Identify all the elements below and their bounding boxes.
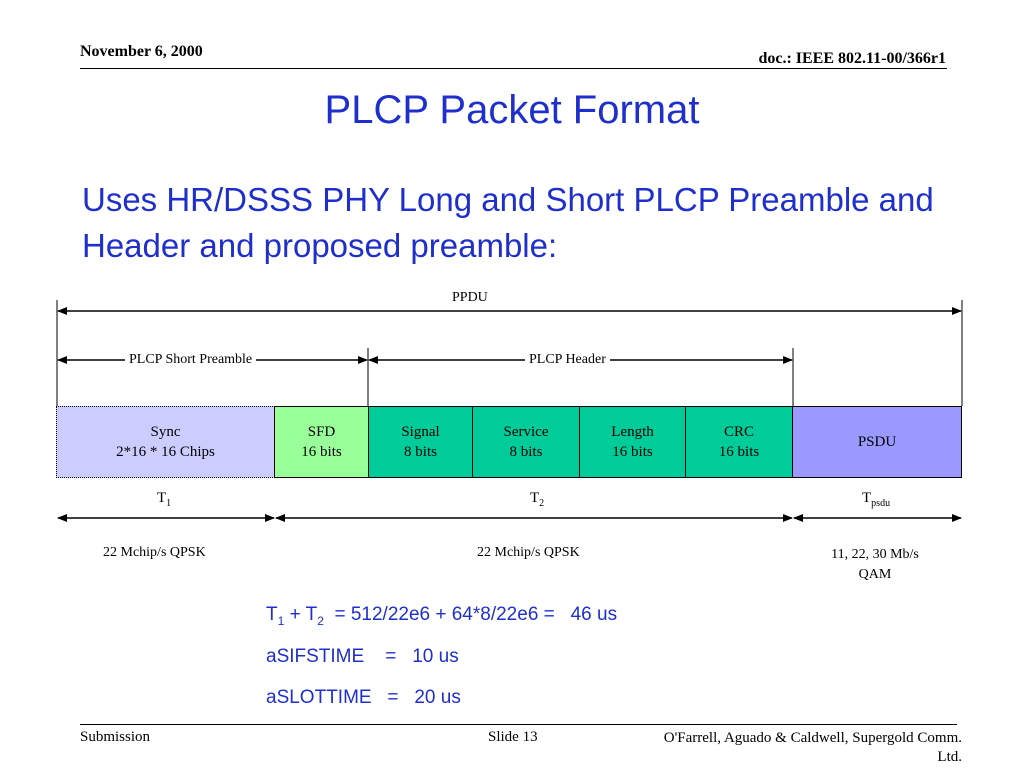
t2-label: $T_2$: [530, 490, 545, 509]
footer-slide-number: Slide 13: [488, 729, 538, 745]
t1-label: $T_1$: [157, 490, 172, 509]
rate-preamble: 22 Mchip/s QPSK: [103, 545, 206, 560]
sfd-size: 16 bits: [301, 444, 342, 460]
timing-equation: $T_1 + T_2 = 512/22e6 + 64*8/22e6 = 46$ us: [266, 604, 618, 628]
length-name: Length: [611, 424, 654, 440]
ppdu-label: PPDU: [448, 290, 492, 306]
sync-field: [56, 406, 275, 478]
sync-name: Sync: [150, 424, 181, 440]
sifs-time: aSIFSTIME = 10 us: [266, 646, 459, 667]
rate-psdu: 11, 22, 30 Mb/s QAM: [831, 547, 919, 582]
psdu-field: [792, 406, 962, 478]
sfd-name: SFD: [307, 424, 336, 440]
slide-subtitle: Uses HR/DSSS PHY Long and Short PLCP Preamble and Header and proposed preamble:: [82, 181, 934, 264]
slide-title: PLCP Packet Format: [324, 88, 700, 132]
footer-divider: [80, 724, 957, 725]
psdu-name: PSDU: [857, 434, 897, 450]
sync-size: 2*16 * 16 Chips: [116, 444, 215, 460]
service-field: [472, 406, 580, 478]
signal-name: Signal: [401, 424, 440, 440]
tpsdu-label: $T_{psdu}$: [862, 490, 891, 509]
signal-field: [368, 406, 473, 478]
crc-name: CRC: [723, 424, 754, 440]
signal-size: 8 bits: [404, 444, 437, 460]
crc-field: [685, 406, 793, 478]
footer-authors: O'Farrell, Aguado & Caldwell, Supergold Comm. Ltd.: [663, 730, 962, 765]
sfd-field: [274, 406, 369, 478]
length-size: 16 bits: [612, 444, 653, 460]
footer-submission: Submission: [80, 729, 151, 745]
length-field: [579, 406, 686, 478]
service-name: Service: [503, 424, 549, 440]
header-label: PLCP Header: [525, 352, 610, 368]
slot-time: aSLOTTIME = 20 us: [266, 687, 461, 708]
preamble-label: PLCP Short Preamble: [125, 352, 256, 368]
header-date: November 6, 2000: [80, 43, 203, 60]
rate-header: 22 Mchip/s QPSK: [477, 545, 580, 560]
crc-size: 16 bits: [718, 444, 760, 460]
service-size: 8 bits: [509, 444, 543, 460]
header-doc-id: doc.: IEEE 802.11-00/366r1: [758, 50, 946, 67]
